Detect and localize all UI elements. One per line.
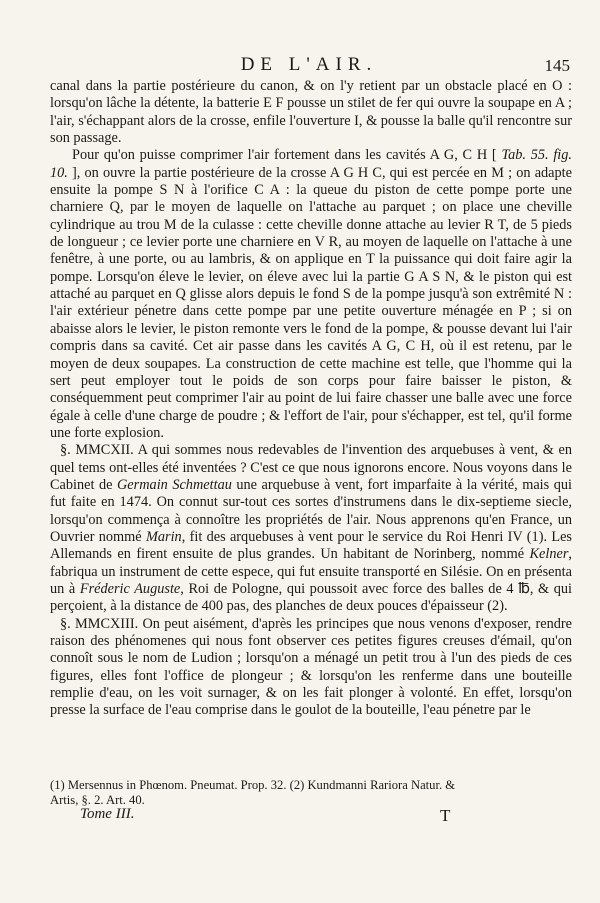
- paragraph: [50, 616, 572, 720]
- italic-text: Kelner: [529, 546, 569, 563]
- footnote-line: (1) Mersennus in Phœnom. Pneumat. Prop. 32. (2) Kundmanni Rariora Natur. &: [50, 778, 456, 792]
- paragraph: [50, 147, 572, 442]
- text-run: §. MMCXIII. On peut aisément, d'après les principes que nous venons d'exposer, rendre raison des phénomenes qui nous font observer ces petites figures creuses d'émail, qu'on connoît sous le nom de Ludion ; lorsqu'on a ménagé un petit trou à l'un des pieds de ces figures, elles font l'office de plongeur ; & lorsqu'on les renferme dans une bouteille remplie d'eau, on les voit surnager, & on les fait plonger à volonté. En effet, lorsqu'on presse la surface de l'eau comprise dans le goulot de la bouteille, l'eau pénetre par le: [50, 615, 572, 719]
- page-footer: [80, 806, 550, 828]
- page-header: [48, 54, 570, 80]
- text-run: une arquebuse à vent, fort imparfaite à la vérité, mais qui fut faite en 1474. On connut sur-tout ces sortes d'instrumens dans le dix-septieme siecle, lorsqu'on commença à connoître les propriétés de l'air. Nous apprenons qu'en France, un Ouvrier nommé: [50, 476, 572, 545]
- paragraph: [50, 78, 572, 147]
- page-number: 145: [544, 56, 570, 75]
- text-run: canal dans la partie postérieure du canon, & on l'y retient par un obstacle placé en O : lorsqu'on lâche la détente, la batterie E F pousse un stilet de fer qui ouvre la soupape en A ; l'air, s'échappant alors de la crosse, enfile l'ouverture I, & pousse la balle qu'il rencontre sur son passage.: [50, 78, 572, 147]
- footnotes: [50, 778, 572, 808]
- running-head: DE L'AIR.: [240, 54, 378, 75]
- italic-text: Marin: [145, 528, 182, 545]
- italic-text: Germain Schmettau: [116, 476, 232, 493]
- italic-text: Tab. 55. fig. 10.: [50, 147, 572, 181]
- footnote-line: Artis, §. 2. Art. 40.: [50, 793, 145, 807]
- text-run: , fabriqua un instrument de cette espece, qui fut ensuite transporté en Silésie. On en présenta un à: [50, 546, 572, 597]
- volume-label: Tome III.: [80, 806, 135, 822]
- text-run: , fit des arquebuses à vent pour le service du Roi Henri IV (1). Les Allemands en firent ensuite de plus grandes. Un habitant de Norinberg, nommé: [50, 528, 572, 563]
- paragraph: [50, 442, 572, 615]
- text-run: Pour qu'on puisse comprimer l'air fortement dans les cavités A G, C H [: [72, 147, 502, 164]
- text-run: §. MMCXII. A qui sommes nous redevables de l'invention des arquebuses à vent, & en quel tems ont-elles été inventées ? C'est ce que nous ignorons encore. Nous voyons dans le Cabinet de: [50, 442, 572, 493]
- body-text: [50, 78, 572, 720]
- italic-text: Fréderic Auguste: [79, 580, 181, 597]
- text-run: ], on ouvre la partie postérieure de la crosse A G H C, qui est percée en M ; on adapte ensuite la pompe S N à l'orifice C A : la queue du piston de cette pompe porte une charniere Q, par le moyen de laquelle on l'attache au parquet ; on place une cheville cylindrique au trou M de la culasse : cette cheville donne attache au levier R T, de 5 pieds de longueur ; ce levier porte une charniere en V R, au moyen de laquelle on l'attache à une fenêtre, à une porte, ou au lambris, & on applique en T la puissance qui doit faire agir la pompe. Lorsqu'on éleve le levier, on éleve avec lui la partie G A S N, & le piston qui est attaché au parquet en Q glisse alors depuis le fond S de la pompe jusqu'à son extrêmité N : l'air extérieur pénetre dans cette pompe par une petite ouverture ménagée en P ; si on abaisse alors le levier, le piston remonte vers le fond de la pompe, & pousse devant lui l'air compris dans sa cavité. Cet air passe dans les cavités A G, C H, où il est retenu, par le moyen de deux soupapes. La construction de cette machine est telle, que l'homme qui la sert peut employer tout le poids de son corps pour faire baisser le piston, & conséquemment peut comprimer l'air au point de lui faire chasser une balle avec une force égale à celle d'une charge de poudre ; & l'effort de l'air, pour s'échapper, est tel, qu'il forme une forte explosion.: [50, 164, 572, 441]
- text-run: , Roi de Pologne, qui poussoit avec force des balles de 4 ℔, & qui perçoient, à la distance de 400 pas, des planches de deux pouces d'épaisseur (2).: [50, 580, 572, 615]
- signature-mark: T: [440, 806, 451, 825]
